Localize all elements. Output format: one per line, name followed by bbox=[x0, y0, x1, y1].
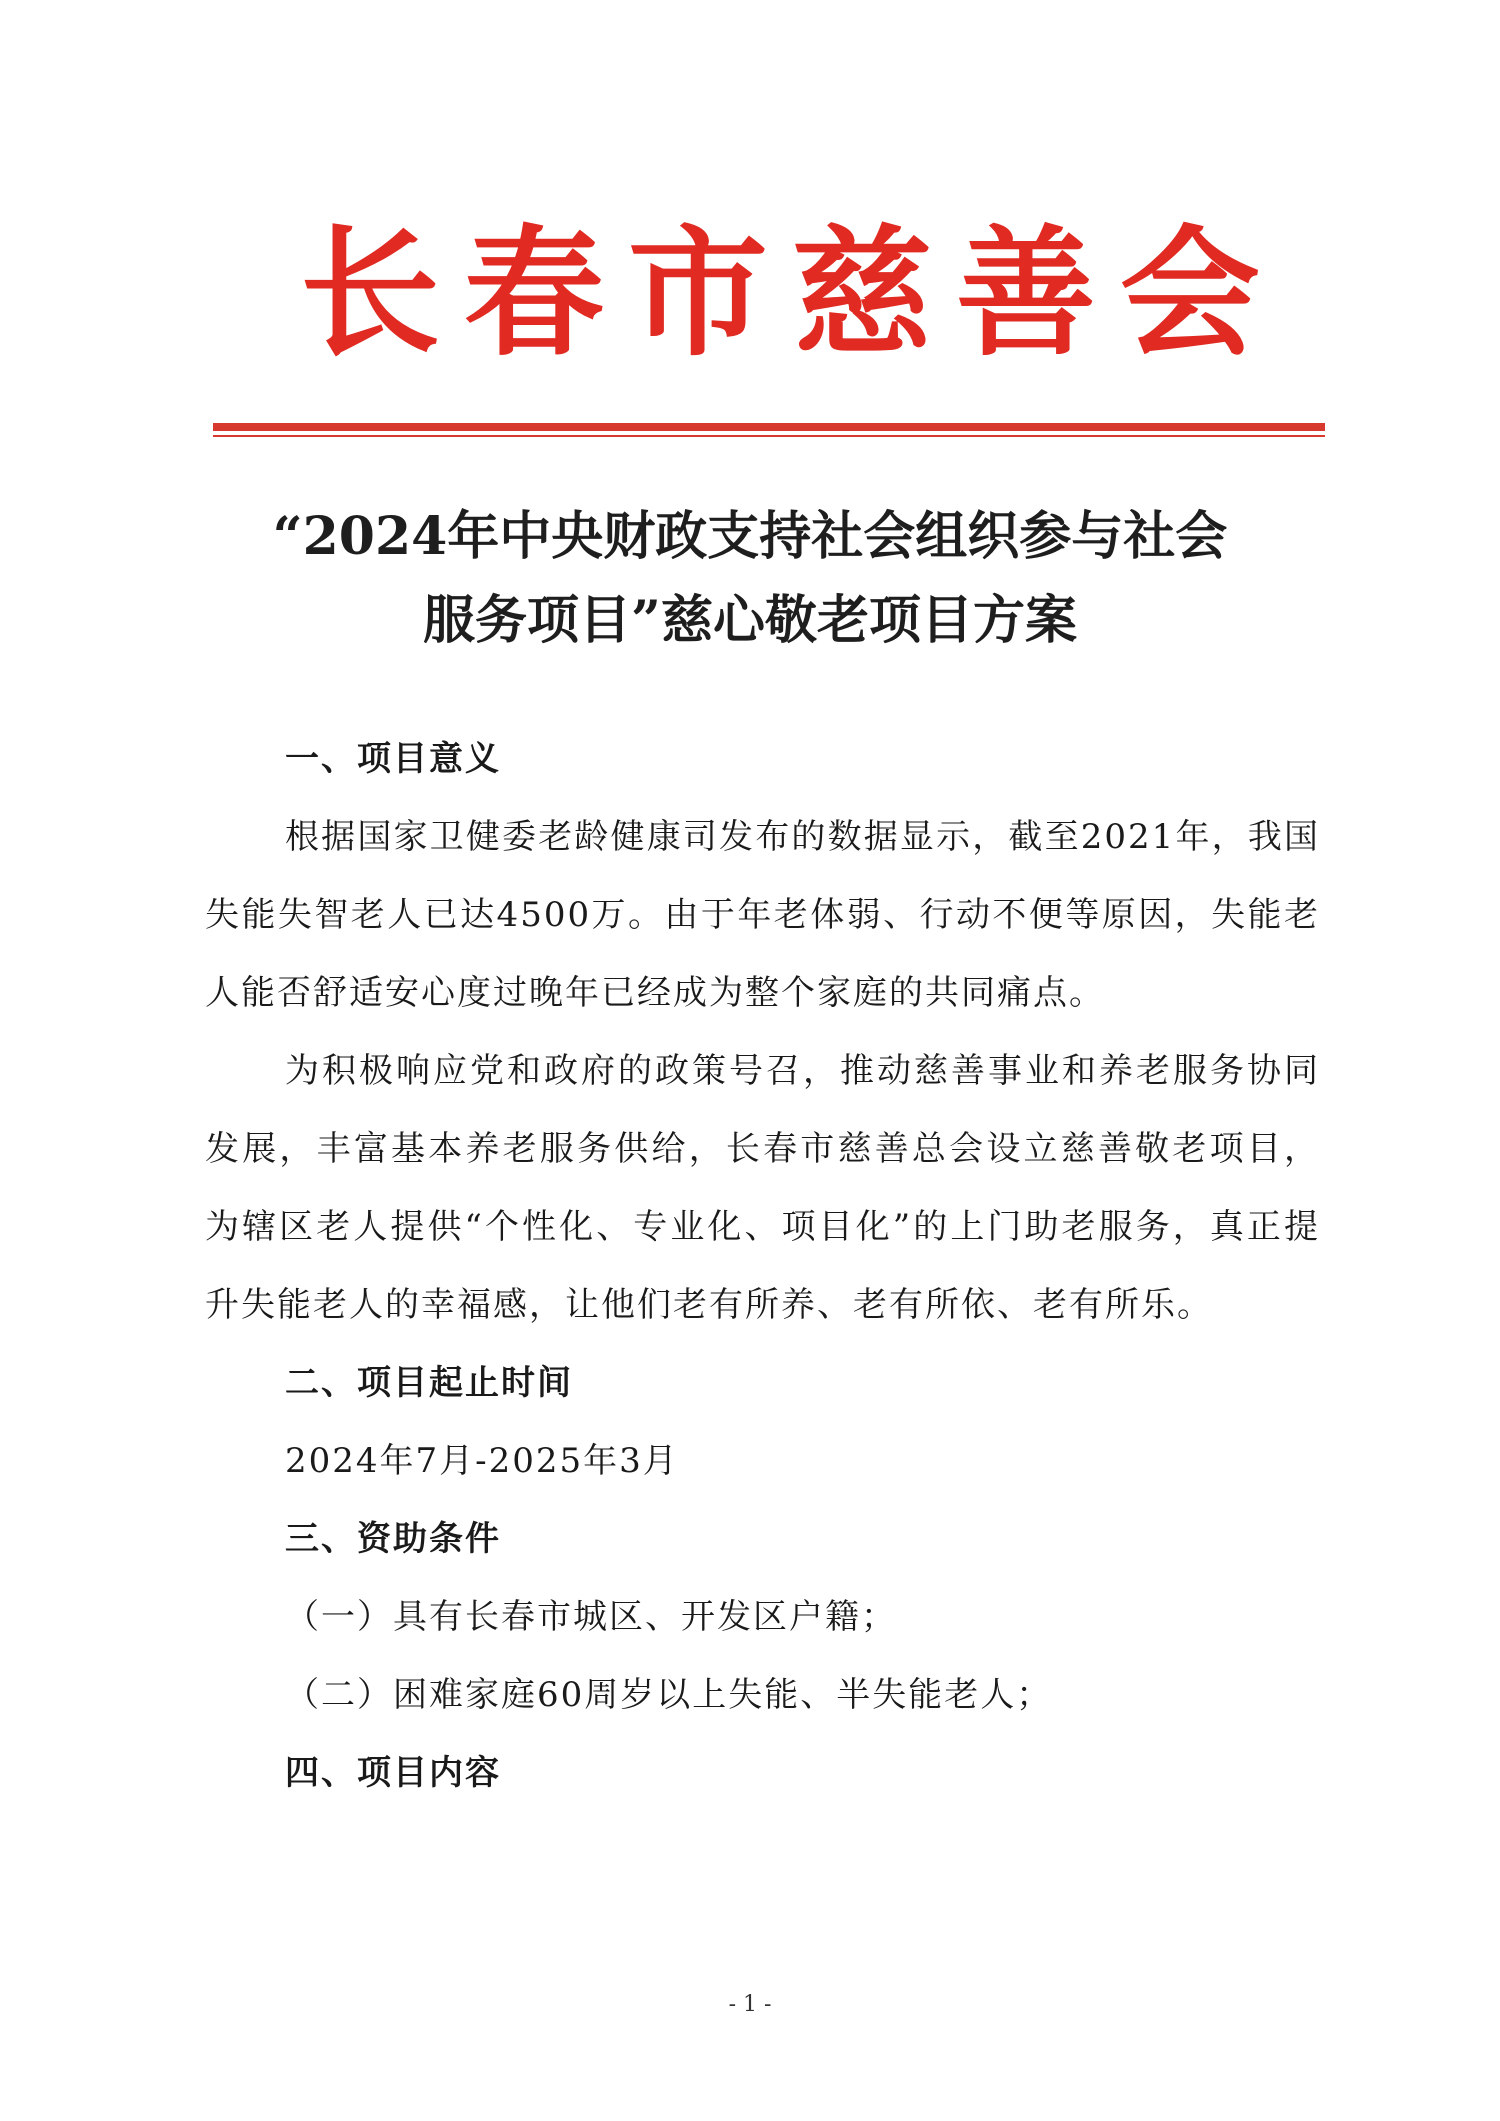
section-heading-significance: 一、项目意义 bbox=[285, 739, 501, 779]
condition-item-1: （一）具有长春市城区、开发区户籍； bbox=[285, 1597, 897, 1637]
letterhead bbox=[0, 205, 1500, 405]
letterhead-char: 春 bbox=[463, 213, 604, 376]
project-period: 2024年7月-2025年3月 bbox=[285, 1441, 679, 1481]
letterhead-char: 会 bbox=[1119, 213, 1260, 376]
document-title-line-2: 服务项目”慈心敬老项目方案 bbox=[423, 590, 1077, 651]
page-number: - 1 - bbox=[728, 1992, 772, 2017]
section-heading-conditions: 三、资助条件 bbox=[285, 1519, 501, 1559]
document-title-line-1: “2024年中央财政支持社会组织参与社会 bbox=[272, 506, 1228, 567]
paragraph-significance-1: 根据国家卫健委老龄健康司发布的数据显示，截至2021年，我国失能失智老人已达4500万。由于年老体弱、行动不便等原因，失能老人能否舒适安心度过晚年已经成为整个家庭的共同痛点。 bbox=[205, 817, 1320, 1013]
letterhead-org-name bbox=[300, 205, 1260, 385]
document-title bbox=[200, 495, 1300, 663]
condition-item-2: （二）困难家庭60周岁以上失能、半失能老人； bbox=[285, 1675, 1053, 1715]
section-heading-period: 二、项目起止时间 bbox=[285, 1363, 573, 1403]
paragraph-significance-2: 为积极响应党和政府的政策号召，推动慈善事业和养老服务协同发展，丰富基本养老服务供给，长春市慈善总会设立慈善敬老项目，为辖区老人提供“个性化、专业化、项目化”的上门助老服务，真正提升失能老人的幸福感，让他们老有所养、老有所依、老有所乐。 bbox=[205, 1051, 1320, 1325]
letterhead-char: 市 bbox=[627, 213, 768, 376]
letterhead-rule-thick bbox=[213, 423, 1325, 431]
letterhead-char: 慈 bbox=[791, 213, 932, 376]
section-heading-content: 四、项目内容 bbox=[285, 1753, 501, 1793]
letterhead-rule-thin bbox=[213, 435, 1325, 437]
document-body bbox=[205, 720, 1320, 1812]
letterhead-char: 长 bbox=[300, 213, 441, 376]
letterhead-char: 善 bbox=[955, 213, 1096, 376]
